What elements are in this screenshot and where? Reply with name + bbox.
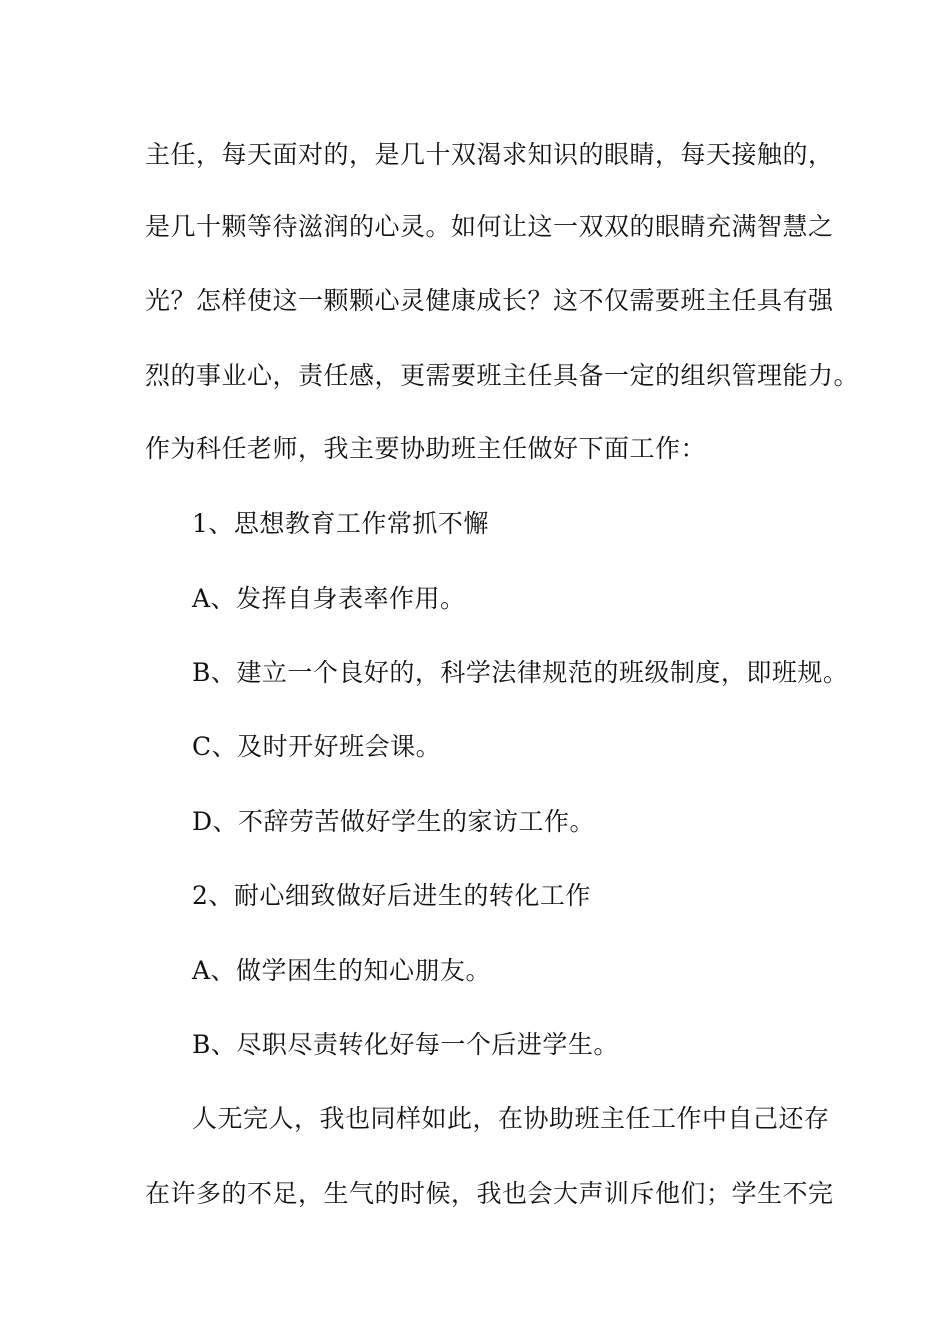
text-line-4: 烈的事业心，责任感，更需要班主任具备一定的组织管理能力。 xyxy=(145,361,860,390)
list-heading-2: 2、耐心细致做好后进生的转化工作 xyxy=(192,881,591,910)
text-line-2: 是几十颗等待滋润的心灵。如何让这一双双的眼睛充满智慧之 xyxy=(145,212,834,241)
list-item-2b: B、尽职尽责转化好每一个后进学生。 xyxy=(192,1030,619,1059)
text-line-1: 主任，每天面对的，是几十双渴求知识的眼睛，每天接触的， xyxy=(145,140,834,169)
text-line-3: 光？怎样使这一颗颗心灵健康成长？这不仅需要班主任具有强 xyxy=(145,286,834,315)
list-item-1b: B、建立一个良好的，科学法律规范的班级制度，即班规。 xyxy=(192,658,849,687)
list-item-2a: A、做学困生的知心朋友。 xyxy=(192,956,492,985)
list-heading-1: 1、思想教育工作常抓不懈 xyxy=(192,509,489,538)
list-item-1d: D、不辞劳苦做好学生的家访工作。 xyxy=(192,807,596,836)
text-line-15: 在许多的不足，生气的时候，我也会大声训斥他们；学生不完 xyxy=(145,1179,834,1208)
text-line-14: 人无完人，我也同样如此，在协助班主任工作中自己还存 xyxy=(192,1104,830,1133)
list-item-1a: A、发挥自身表率作用。 xyxy=(192,584,466,613)
text-line-5: 作为科任老师，我主要协助班主任做好下面工作： xyxy=(145,434,707,463)
list-item-1c: C、及时开好班会课。 xyxy=(192,732,442,761)
